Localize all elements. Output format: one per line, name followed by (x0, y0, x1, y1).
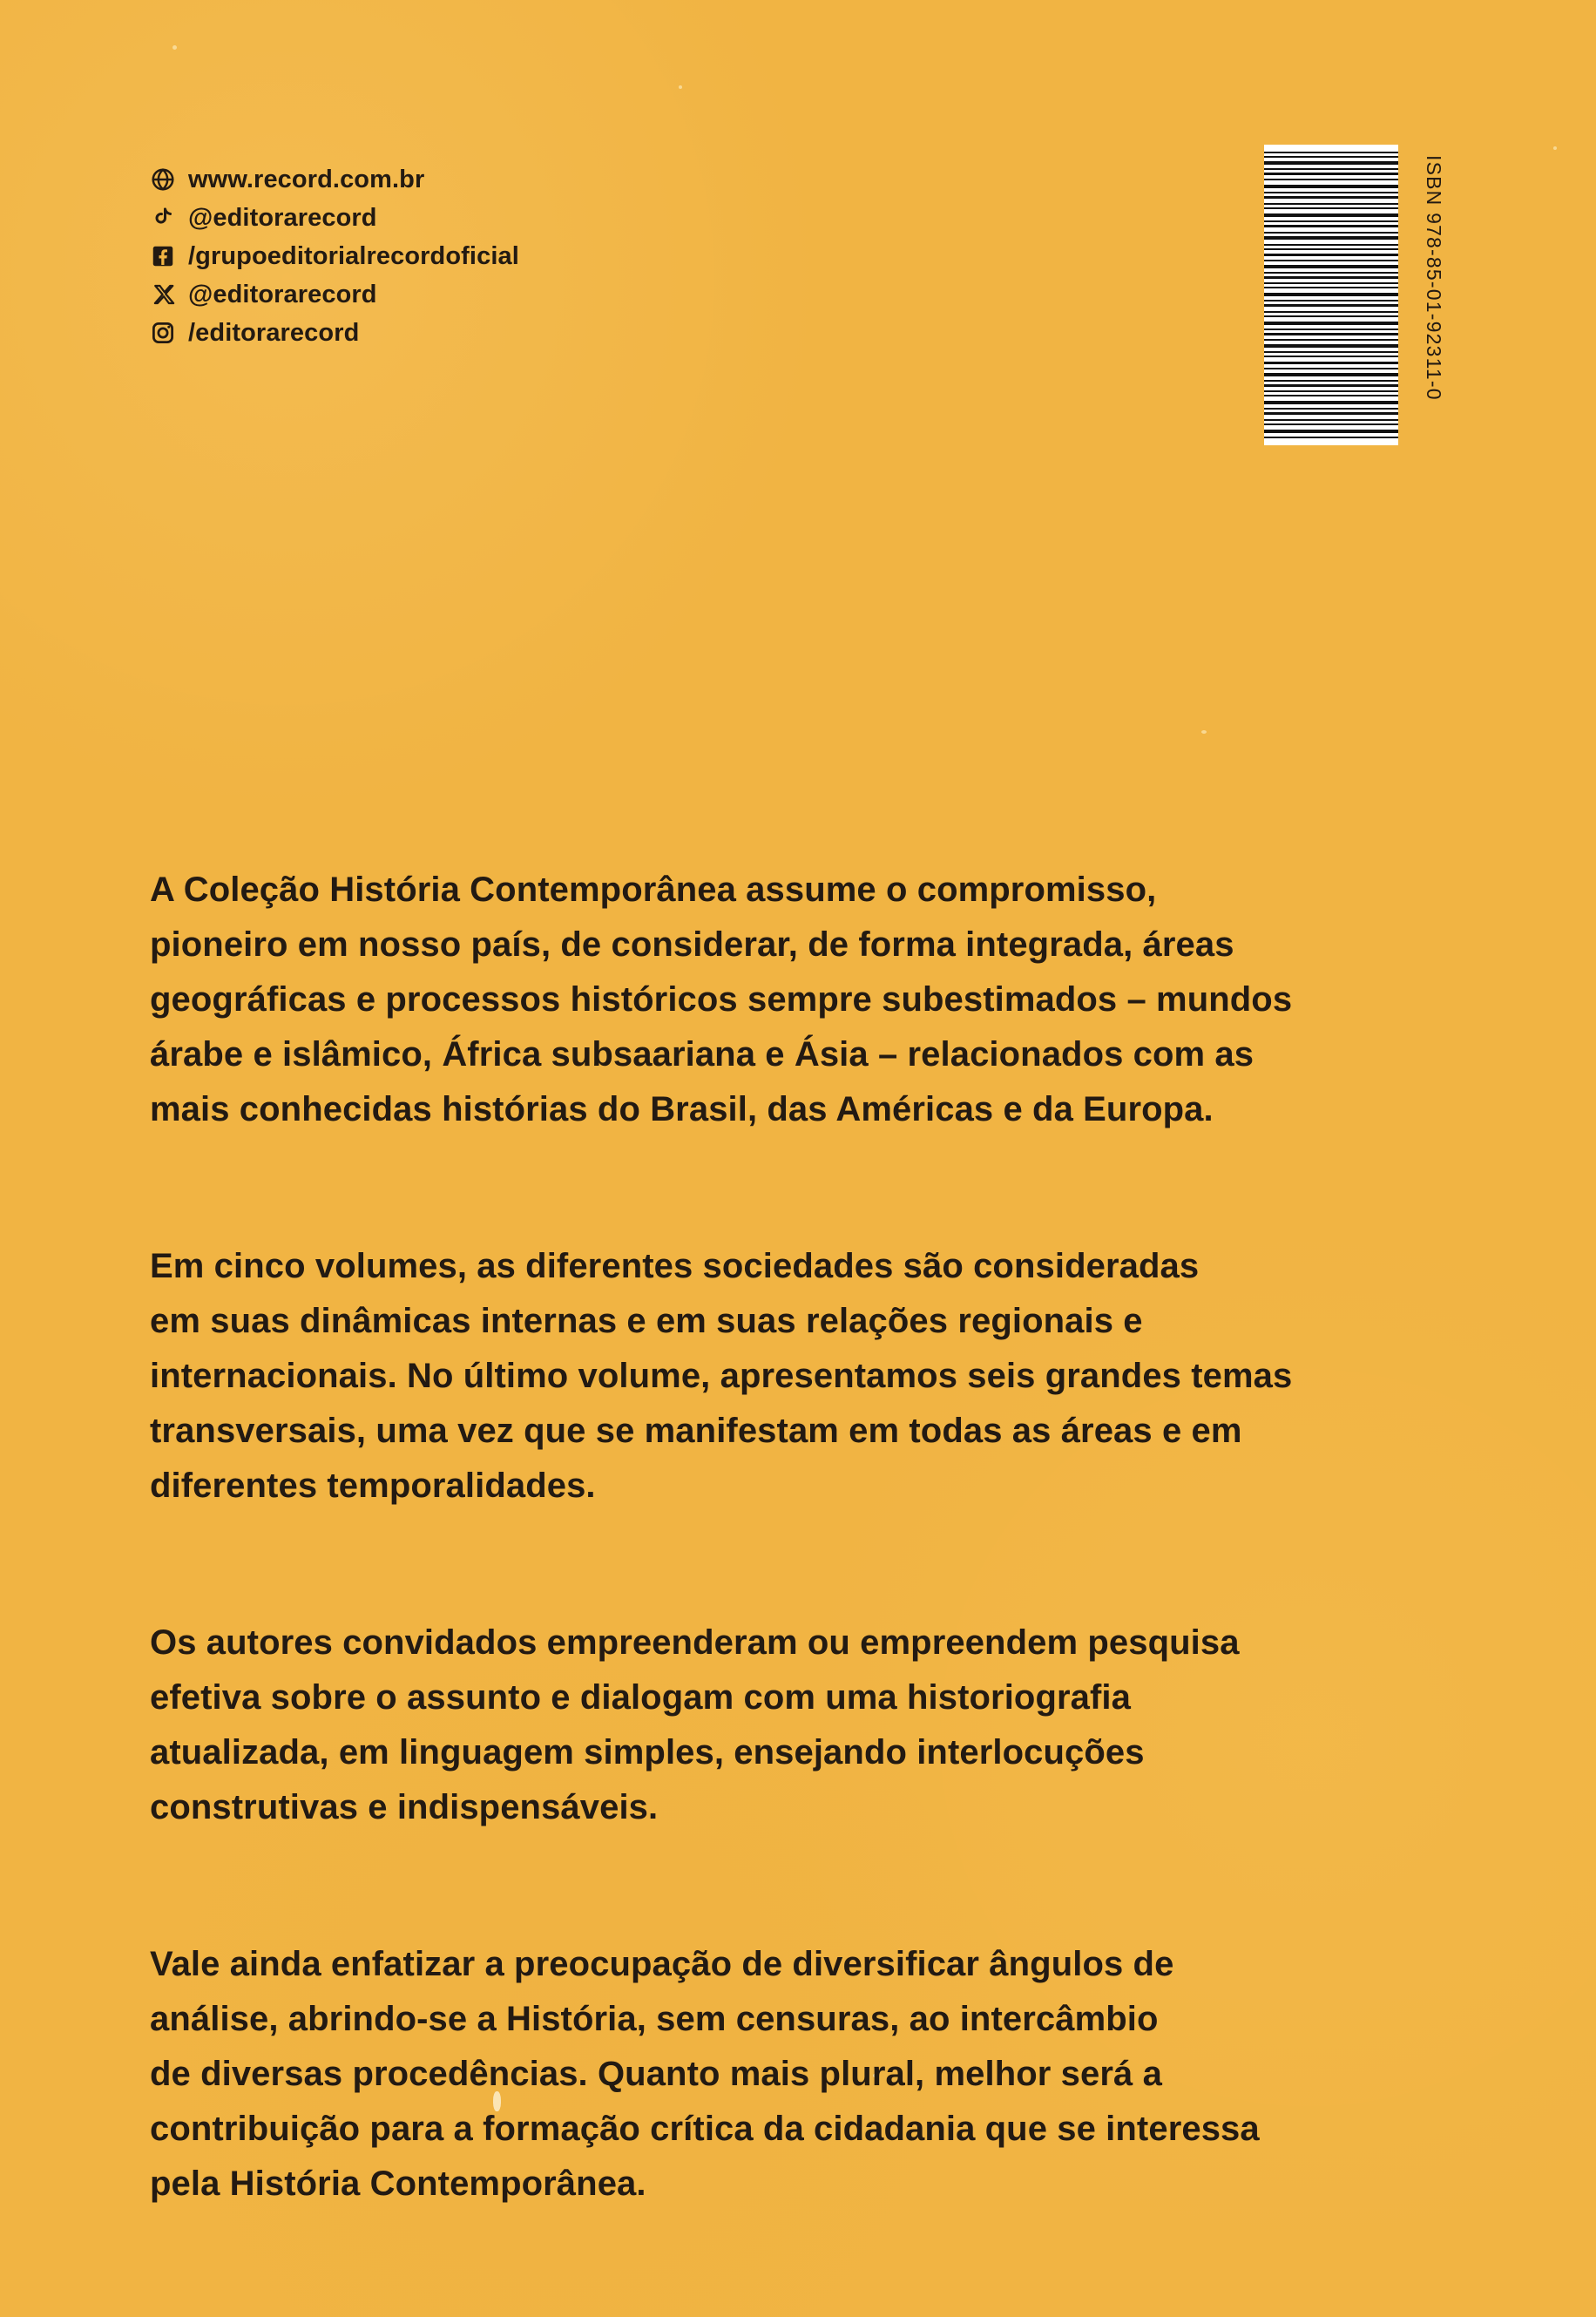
barcode-bar (1264, 192, 1398, 193)
barcode-bar (1264, 152, 1398, 153)
barcode-bar (1264, 213, 1398, 217)
isbn-text: ISBN 978-85-01-92311-0 (1423, 155, 1445, 401)
barcode-bar (1264, 437, 1398, 438)
barcode-bar (1264, 179, 1398, 180)
paper-speck (1553, 146, 1557, 150)
paragraph-2-line-5: diferentes temporalidades. (150, 1467, 596, 1505)
barcode-bar (1264, 412, 1398, 415)
barcode-bar (1264, 282, 1398, 284)
barcode-bar (1264, 300, 1398, 301)
instagram-link-text[interactable]: /editorarecord (188, 318, 360, 347)
social-links (150, 160, 603, 352)
paragraph-4-line-1: Vale ainda enfatizar a preocupação de diversificar ângulos de (150, 1945, 1174, 1983)
barcode-bar (1264, 344, 1398, 348)
barcode-bar (1264, 339, 1398, 341)
barcode-bar (1264, 430, 1398, 433)
paragraph-1-line-2: pioneiro em nosso país, de considerar, de forma integrada, áreas (150, 925, 1234, 964)
paragraph-1-line-5: mais conhecidas histórias do Brasil, das Américas e da Europa. (150, 1090, 1214, 1128)
paragraph-1-line-1: A Coleção História Contemporânea assume o compromisso, (150, 871, 1157, 909)
barcode-bar (1264, 265, 1398, 268)
barcode-bar (1264, 356, 1398, 357)
paragraph-3-line-1: Os autores convidados empreenderam ou empreendem pesquisa (150, 1623, 1240, 1662)
facebook-row[interactable] (150, 237, 603, 275)
instagram-row[interactable] (150, 314, 603, 352)
paragraph-3-line-4: construtivas e indispensáveis. (150, 1788, 659, 1826)
barcode-bar (1264, 254, 1398, 256)
barcode-bar (1264, 168, 1398, 170)
paragraph-4-line-3: de diversas procedências. Quanto mais plural, melhor será a (150, 2055, 1162, 2093)
barcode-bar (1264, 272, 1398, 274)
tiktok-icon (150, 205, 176, 231)
globe-icon (150, 166, 176, 193)
facebook-link-text[interactable]: /grupoeditorialrecordoficial (188, 241, 519, 270)
paragraph-3 (150, 1616, 1413, 1835)
x-handle[interactable]: @editorarecord (188, 280, 377, 308)
barcode-bar (1264, 329, 1398, 330)
barcode-bar (1264, 368, 1398, 369)
barcode-bar (1264, 322, 1398, 325)
barcode-bar (1264, 384, 1398, 387)
website-link-text[interactable]: www.record.com.br (188, 165, 425, 193)
tiktok-row[interactable] (150, 199, 603, 237)
paragraph-2 (150, 1239, 1413, 1514)
x-icon (150, 281, 176, 308)
barcode-bar (1264, 395, 1398, 396)
barcode-bar (1264, 362, 1398, 364)
barcode-bar (1264, 311, 1398, 313)
barcode-bar (1264, 236, 1398, 240)
barcode-bar (1264, 156, 1398, 158)
paper-speck (679, 85, 682, 89)
paragraph-2-line-1: Em cinco volumes, as diferentes sociedades são consideradas (150, 1247, 1200, 1285)
paragraph-4 (150, 1937, 1413, 2212)
barcode-bar (1264, 232, 1398, 234)
paragraph-1-line-4: árabe e islâmico, África subsaariana e Ásia – relacionados com as (150, 1035, 1254, 1074)
paper-speck (172, 45, 177, 50)
barcode-bar (1264, 390, 1398, 392)
barcode-bars (1264, 145, 1398, 445)
barcode-bar (1264, 248, 1398, 250)
barcode-bar (1264, 220, 1398, 222)
barcode-bar (1264, 351, 1398, 353)
barcode-bar (1264, 203, 1398, 205)
facebook-icon (150, 243, 176, 269)
barcode-bar (1264, 373, 1398, 376)
barcode-bar (1264, 287, 1398, 288)
tiktok-handle[interactable]: @editorarecord (188, 203, 377, 232)
paragraph-2-line-4: transversais, uma vez que se manifestam em todas as áreas e em (150, 1412, 1242, 1450)
paragraph-4-line-5: pela História Contemporânea. (150, 2165, 646, 2203)
body-copy (150, 863, 1413, 2212)
barcode-bar (1264, 333, 1398, 335)
paragraph-4-line-4: contribuição para a formação crítica da cidadania que se interessa (150, 2110, 1260, 2148)
paper-speck (1201, 730, 1207, 734)
barcode-bar (1264, 276, 1398, 279)
barcode-bar (1264, 207, 1398, 209)
barcode-bar (1264, 161, 1398, 165)
barcode-bar (1264, 225, 1398, 227)
barcode-bar (1264, 260, 1398, 261)
website-row[interactable] (150, 160, 603, 199)
barcode-bar (1264, 304, 1398, 307)
barcode-bar (1264, 293, 1398, 296)
barcode-bar (1264, 196, 1398, 199)
paragraph-2-line-3: internacionais. No último volume, apresentamos seis grandes temas (150, 1357, 1293, 1395)
paragraph-4-line-2: análise, abrindo-se a História, sem censuras, ao intercâmbio (150, 2000, 1159, 2038)
barcode-bar (1264, 185, 1398, 188)
barcode-bar (1264, 423, 1398, 425)
paragraph-1 (150, 863, 1413, 1137)
barcode-bar (1264, 401, 1398, 404)
isbn-barcode (1264, 145, 1398, 445)
barcode-bar (1264, 315, 1398, 317)
barcode-bar (1264, 380, 1398, 382)
paragraph-3-line-2: efetiva sobre o assunto e dialogam com uma historiografia (150, 1678, 1131, 1717)
instagram-icon (150, 320, 176, 346)
barcode-bar (1264, 244, 1398, 246)
barcode-bar (1264, 173, 1398, 175)
x-row[interactable] (150, 275, 603, 314)
barcode-bar (1264, 419, 1398, 421)
paragraph-3-line-3: atualizada, em linguagem simples, ensejando interlocuções (150, 1733, 1145, 1772)
paragraph-2-line-2: em suas dinâmicas internas e em suas relações regionais e (150, 1302, 1143, 1340)
paragraph-1-line-3: geográficas e processos históricos sempre subestimados – mundos (150, 980, 1293, 1019)
barcode-bar (1264, 408, 1398, 410)
